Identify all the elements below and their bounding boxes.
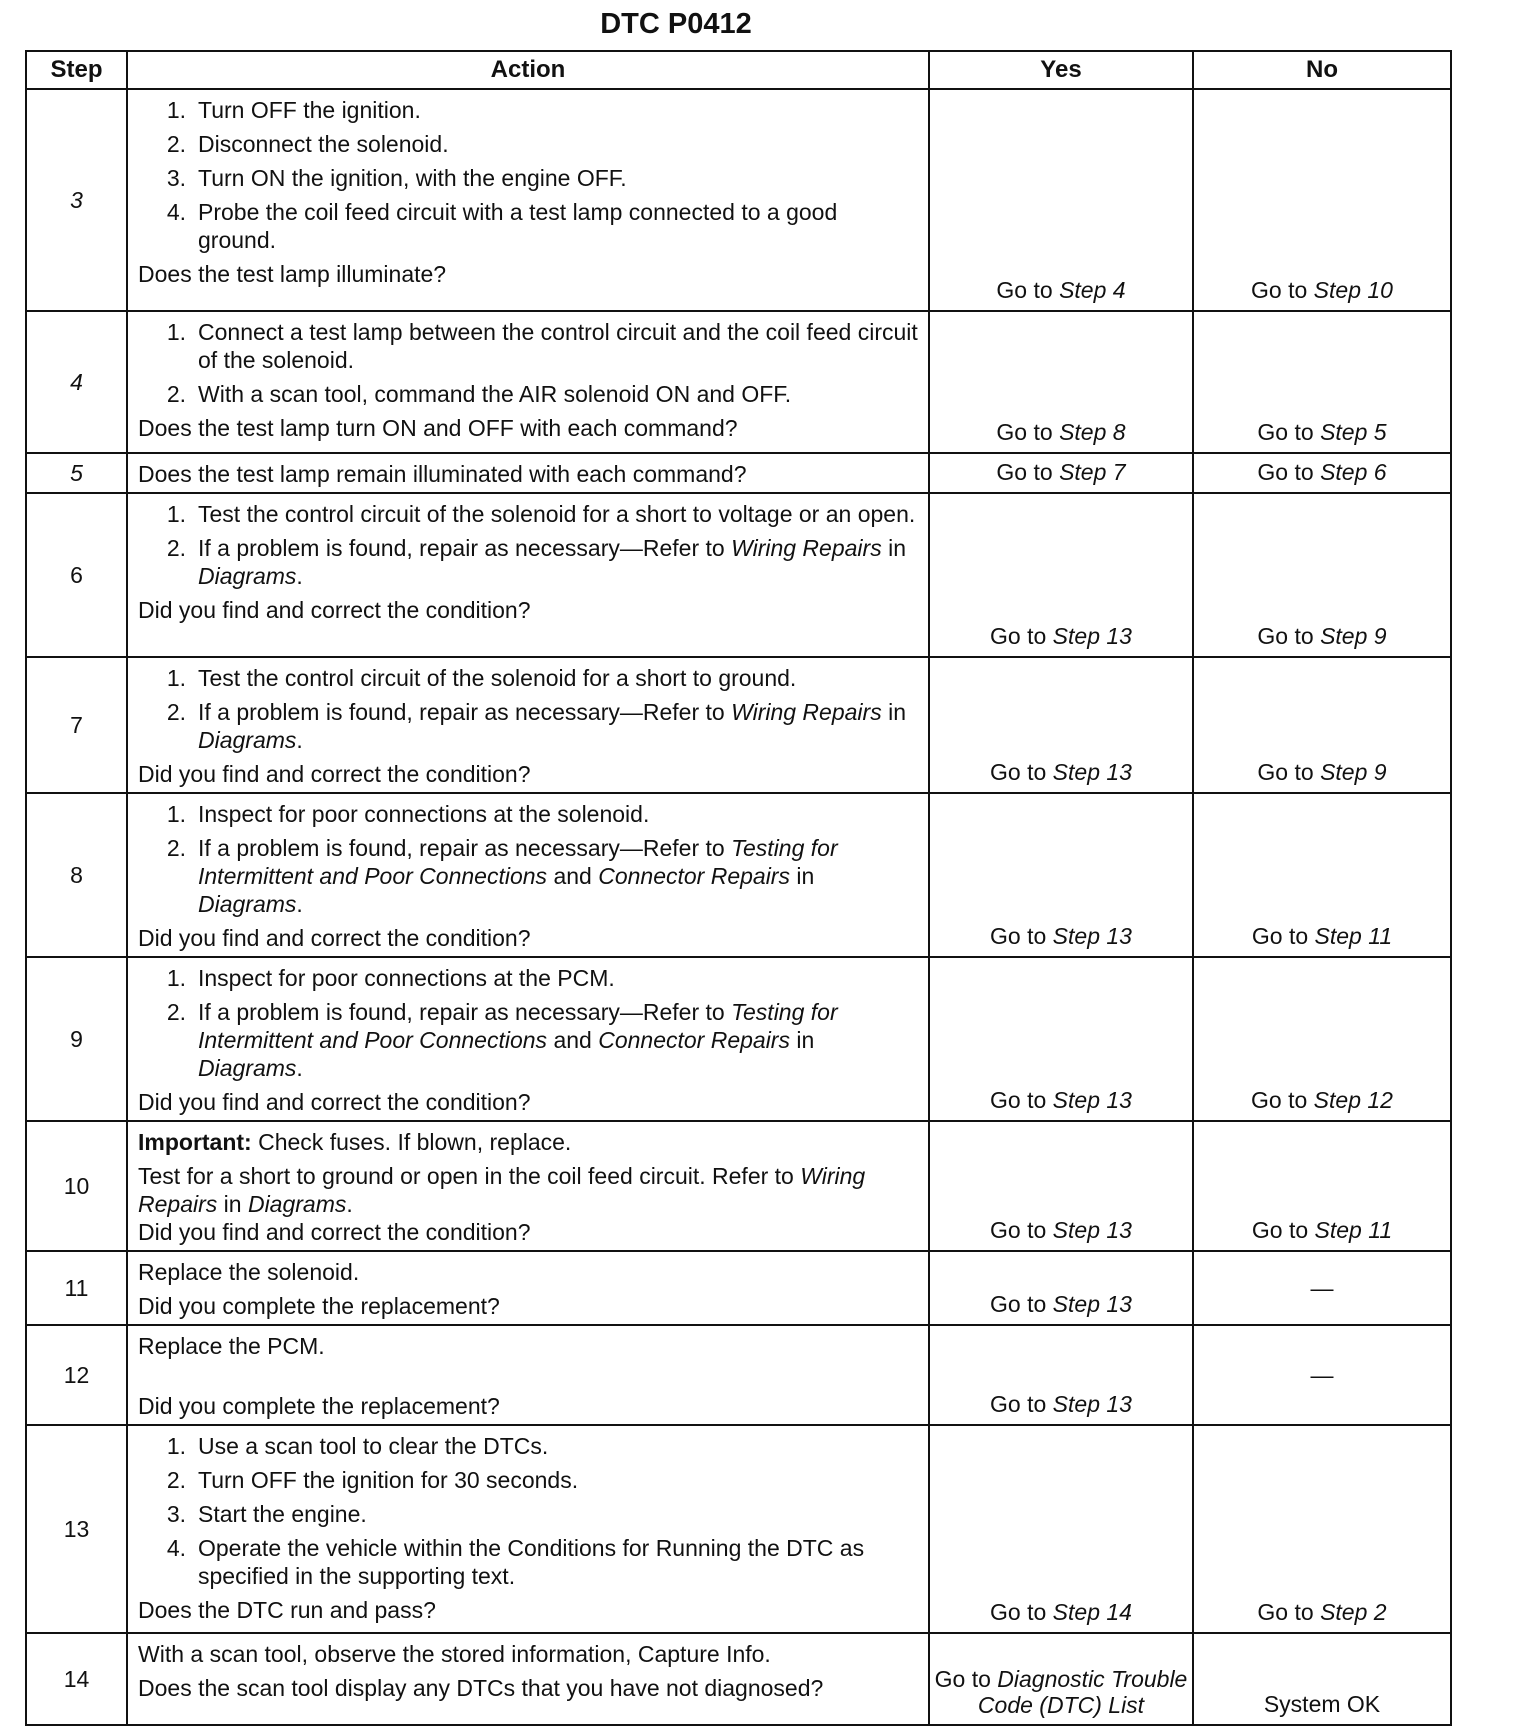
table-row: [26, 657, 1451, 793]
step-link: Step 13: [1052, 1217, 1132, 1243]
question-text: Does the test lamp remain illuminated with each command?: [138, 461, 747, 487]
question-text: Did you find and correct the condition?: [138, 597, 531, 623]
step-number: 10: [26, 1121, 127, 1251]
step-number: 7: [26, 657, 127, 793]
action-cell: [127, 493, 929, 657]
page-title: DTC P0412: [600, 8, 752, 40]
action-cell: [127, 1121, 929, 1251]
step-link: Step 5: [1320, 419, 1387, 445]
no-cell: Go to Step 6: [1193, 453, 1451, 493]
diagnostic-table: [25, 50, 1452, 1726]
no-cell: Go to Step 12: [1193, 957, 1451, 1121]
list-item: 2. If a problem is found, repair as necessary—Refer to Testing for Intermittent and Poor Connections and Connector Repairs in Diagrams.: [166, 999, 838, 1081]
yes-cell: Go to Step 8: [929, 311, 1193, 453]
question-text: Did you complete the replacement?: [138, 1393, 500, 1419]
step-number: 12: [26, 1325, 127, 1425]
list-item: 3. Turn ON the ignition, with the engine OFF.: [166, 165, 627, 191]
header-action: Action: [127, 51, 929, 89]
yes-cell: Go to Step 13: [929, 793, 1193, 957]
no-cell: Go to Step 9: [1193, 493, 1451, 657]
step-link: Step 11: [1314, 1217, 1393, 1243]
step-number: 4: [26, 311, 127, 453]
yes-cell: Go to Step 13: [929, 1121, 1193, 1251]
list-item: 2. With a scan tool, command the AIR solenoid ON and OFF.: [166, 381, 792, 407]
header-no: No: [1193, 51, 1451, 89]
question-text: Does the scan tool display any DTCs that you have not diagnosed?: [138, 1675, 824, 1701]
header-step: Step: [26, 51, 127, 89]
step-link: Step 9: [1320, 759, 1387, 785]
question-text: Did you find and correct the condition?: [138, 1089, 531, 1115]
list-item: 4. Probe the coil feed circuit with a test lamp connected to a good ground.: [166, 199, 838, 253]
question-text: Does the DTC run and pass?: [138, 1597, 436, 1623]
question-text: Did you find and correct the condition?: [138, 761, 531, 787]
no-cell: —: [1193, 1325, 1451, 1425]
paragraph: Replace the solenoid.: [138, 1259, 360, 1285]
header-row: [26, 51, 1451, 89]
no-cell: Go to Step 5: [1193, 311, 1451, 453]
question-text: Did you find and correct the condition?: [138, 925, 531, 951]
step-link: Step 13: [1052, 759, 1132, 785]
table-row: [26, 1325, 1451, 1425]
question-text: Does the test lamp illuminate?: [138, 261, 447, 287]
step-link: Step 6: [1320, 459, 1387, 485]
action-cell: [127, 1251, 929, 1325]
list-item: 1. Test the control circuit of the solenoid for a short to voltage or an open.: [166, 501, 916, 527]
step-number: 5: [26, 453, 127, 493]
list-item: 1. Connect a test lamp between the control circuit and the coil feed circuit of the solenoid.: [166, 319, 918, 373]
yes-cell: Go to Step 7: [929, 453, 1193, 493]
step-link: Step 13: [1052, 923, 1132, 949]
step-number: 9: [26, 957, 127, 1121]
question-text: Did you complete the replacement?: [138, 1293, 500, 1319]
header-yes: Yes: [929, 51, 1193, 89]
paragraph: With a scan tool, observe the stored information, Capture Info.: [138, 1641, 771, 1667]
step-link: Step 2: [1320, 1599, 1387, 1625]
action-cell: [127, 1425, 929, 1633]
list-item: 1. Inspect for poor connections at the solenoid.: [166, 801, 650, 827]
action-cell: [127, 793, 929, 957]
table-row: [26, 89, 1451, 311]
step-link: Step 13: [1052, 1391, 1132, 1417]
paragraph: Replace the PCM.: [138, 1333, 325, 1359]
no-cell: Go to Step 9: [1193, 657, 1451, 793]
no-cell: —: [1193, 1251, 1451, 1325]
paragraph: Test for a short to ground or open in the coil feed circuit. Refer to Wiring Repairs in Diagrams.: [138, 1163, 866, 1217]
table-row: [26, 1633, 1451, 1725]
step-link: Step 8: [1059, 419, 1126, 445]
no-cell: Go to Step 11: [1193, 1121, 1451, 1251]
list-item: 4. Operate the vehicle within the Conditions for Running the DTC as specified in the supporting text.: [166, 1535, 865, 1589]
action-cell: [127, 657, 929, 793]
action-cell: [127, 1633, 929, 1725]
step-link: Step 10: [1313, 277, 1393, 303]
list-item: 1. Test the control circuit of the solenoid for a short to ground.: [166, 665, 797, 691]
step-number: 3: [26, 89, 127, 311]
step-number: 8: [26, 793, 127, 957]
step-number: 14: [26, 1633, 127, 1725]
step-number: 13: [26, 1425, 127, 1633]
list-item: 2. Turn OFF the ignition for 30 seconds.: [166, 1467, 579, 1493]
list-item: 2. If a problem is found, repair as necessary—Refer to Wiring Repairs in Diagrams.: [166, 699, 906, 753]
table-row: [26, 1251, 1451, 1325]
yes-cell: Go to Step 13: [929, 493, 1193, 657]
action-cell: [127, 453, 929, 493]
step-link: Step 12: [1313, 1087, 1393, 1113]
list-item: 1. Use a scan tool to clear the DTCs.: [166, 1433, 549, 1459]
important-note: Important: Check fuses. If blown, replace.: [138, 1129, 572, 1155]
table-row: [26, 1425, 1451, 1633]
yes-cell: Go to Step 13: [929, 957, 1193, 1121]
question-text: Does the test lamp turn ON and OFF with each command?: [138, 415, 738, 441]
step-link: Step 13: [1052, 1291, 1132, 1317]
table-row: [26, 493, 1451, 657]
yes-cell: Go to Diagnostic Trouble Code (DTC) List: [929, 1633, 1193, 1725]
yes-cell: Go to Step 14: [929, 1425, 1193, 1633]
step-link: Step 14: [1052, 1599, 1132, 1625]
step-link: Step 9: [1320, 623, 1387, 649]
table-row: [26, 311, 1451, 453]
list-item: 2. If a problem is found, repair as necessary—Refer to Testing for Intermittent and Poor Connections and Connector Repairs in Diagrams.: [166, 835, 838, 917]
yes-cell: Go to Step 13: [929, 1251, 1193, 1325]
list-item: 3. Start the engine.: [166, 1501, 367, 1527]
list-item: 2. Disconnect the solenoid.: [166, 131, 449, 157]
step-link: Step 11: [1314, 923, 1393, 949]
no-cell: Go to Step 2: [1193, 1425, 1451, 1633]
step-link: Step 13: [1052, 623, 1132, 649]
step-number: 11: [26, 1251, 127, 1325]
table-row: [26, 453, 1451, 493]
action-cell: [127, 957, 929, 1121]
no-cell: System OK: [1193, 1633, 1451, 1725]
table-row: [26, 957, 1451, 1121]
step-number: 6: [26, 493, 127, 657]
step-link: Step 13: [1052, 1087, 1132, 1113]
list-item: 1. Turn OFF the ignition.: [166, 97, 421, 123]
action-cell: [127, 89, 929, 311]
list-item: 1. Inspect for poor connections at the PCM.: [166, 965, 615, 991]
action-cell: [127, 311, 929, 453]
action-cell: [127, 1325, 929, 1425]
question-text: Did you find and correct the condition?: [138, 1219, 531, 1245]
list-item: 2. If a problem is found, repair as necessary—Refer to Wiring Repairs in Diagrams.: [166, 535, 906, 589]
step-link: Step 4: [1059, 277, 1126, 303]
table-row: [26, 1121, 1451, 1251]
no-cell: Go to Step 10: [1193, 89, 1451, 311]
no-cell: Go to Step 11: [1193, 793, 1451, 957]
yes-cell: Go to Step 4: [929, 89, 1193, 311]
step-link: Step 7: [1059, 459, 1126, 485]
table-row: [26, 793, 1451, 957]
yes-cell: Go to Step 13: [929, 1325, 1193, 1425]
step-link: Diagnostic Trouble Code (DTC) List: [977, 1666, 1188, 1718]
yes-cell: Go to Step 13: [929, 657, 1193, 793]
